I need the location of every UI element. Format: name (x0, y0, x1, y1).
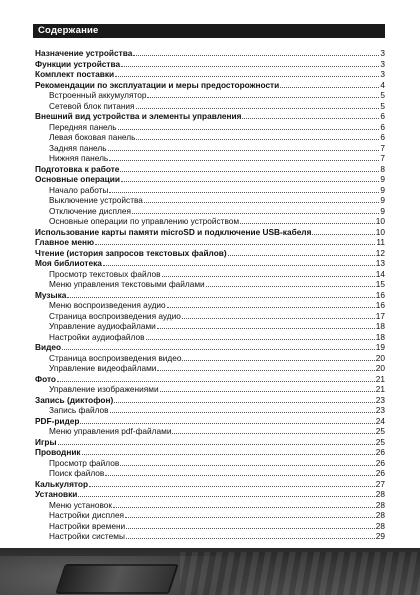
toc-page-number: 13 (375, 258, 385, 268)
footer-texture (180, 552, 420, 595)
toc-entry-title: Проводник (35, 447, 81, 457)
toc-page-number: 16 (375, 289, 385, 300)
toc-subentry[interactable] (35, 90, 385, 101)
toc-entry-title: Управление аудиофайлами (49, 321, 156, 331)
toc-entry-title: Моя библиотека (35, 258, 102, 268)
dot-leader (182, 359, 374, 361)
toc-page-number: 27 (375, 478, 385, 489)
toc-subentry[interactable] (35, 185, 385, 196)
toc-entry-title: Основные операции (35, 174, 120, 184)
dot-leader (144, 201, 379, 203)
dot-leader (125, 516, 375, 518)
dot-leader (240, 222, 375, 224)
toc-entry-title: Использование карты памяти microSD и подключение USB-кабеля (35, 226, 312, 237)
dot-leader (136, 138, 379, 140)
toc-entry-title: Начало работы (49, 184, 109, 195)
toc-subentry[interactable] (35, 531, 385, 542)
toc-page-number: 28 (375, 489, 385, 499)
toc-page-number: 20 (375, 363, 385, 373)
dot-leader (157, 369, 374, 371)
toc-subentry[interactable] (35, 458, 385, 469)
toc-page-number: 28 (375, 510, 385, 520)
toc-page-number: 7 (380, 153, 385, 163)
toc-entry-title: Функции устройства (35, 58, 121, 69)
toc-entry[interactable] (35, 447, 385, 458)
toc-subentry[interactable] (35, 363, 385, 374)
toc-entry-title: Чтение (история запросов текстовых файлов) (35, 247, 227, 258)
dot-leader (67, 296, 374, 298)
toc-entry[interactable] (35, 342, 385, 353)
toc-entry-title: Подготовка к работе (35, 163, 120, 174)
toc-entry-title: Поиск файлов (49, 468, 105, 478)
dot-leader (172, 432, 374, 434)
toc-page-number: 5 (380, 100, 385, 111)
toc-entry-title: Запись файлов (49, 405, 109, 415)
dot-leader (132, 212, 379, 214)
toc-page-number: 3 (380, 69, 385, 79)
toc-subentry[interactable] (35, 269, 385, 280)
toc-page-number: 26 (375, 468, 385, 478)
dot-leader (146, 338, 375, 340)
dot-leader (58, 443, 375, 445)
toc-page-number: 23 (375, 394, 385, 405)
dot-leader (126, 527, 375, 529)
toc-entry[interactable] (35, 111, 385, 122)
dot-leader (80, 422, 374, 424)
toc-entry-title: Комплект поставки (35, 69, 115, 79)
dot-leader (121, 65, 379, 67)
toc-entry-title: Главное меню (35, 237, 95, 247)
toc-entry-title: Левая боковая панель (49, 132, 136, 142)
dot-leader (136, 107, 380, 109)
toc-entry-title: Сетевой блок питания (49, 100, 135, 111)
toc-entry[interactable] (35, 374, 385, 385)
dot-leader (206, 285, 375, 287)
dot-leader (167, 306, 375, 308)
dot-leader (121, 180, 379, 182)
toc-page-number: 28 (375, 520, 385, 531)
toc-entry-title: Видео (35, 342, 62, 352)
toc-page-number: 18 (375, 321, 385, 331)
toc-page-number: 16 (375, 300, 385, 310)
toc-page-number: 17 (375, 310, 385, 321)
dot-leader (95, 243, 375, 245)
toc-entry-title: Меню воспроизведения аудио (49, 300, 166, 310)
toc-entry-title: Фото (35, 373, 56, 384)
dot-leader (78, 495, 374, 497)
toc-subentry[interactable] (35, 279, 385, 290)
dot-leader (113, 506, 375, 508)
dot-leader (147, 96, 379, 98)
dot-leader (126, 537, 375, 539)
toc-entry-title: Настройки системы (49, 531, 125, 541)
dot-leader (110, 411, 375, 413)
toc-entry-title: Установки (35, 489, 78, 499)
toc-page-number: 9 (380, 205, 385, 216)
toc-entry-title: Настройки времени (49, 520, 126, 531)
dot-leader (228, 254, 375, 256)
dot-leader (118, 128, 380, 130)
toc-page-number: 4 (380, 79, 385, 90)
toc-entry-title: Встроенный аккумулятор (49, 90, 147, 100)
toc-entry[interactable] (35, 248, 385, 259)
dot-leader (312, 233, 374, 235)
toc-subentry[interactable] (35, 216, 385, 227)
toc-entry[interactable] (35, 59, 385, 70)
toc-entry[interactable] (35, 290, 385, 301)
page-title: Содержание (38, 25, 99, 36)
toc-subentry[interactable] (35, 405, 385, 416)
toc-page-number: 9 (380, 174, 385, 184)
toc-entry[interactable] (35, 395, 385, 406)
toc-entry-title: Просмотр файлов (49, 457, 120, 468)
toc-entry[interactable] (35, 437, 385, 448)
table-of-contents (35, 48, 385, 542)
dot-leader (133, 54, 379, 56)
dot-leader (109, 191, 379, 193)
toc-entry-title: Просмотр текстовых файлов (49, 268, 161, 279)
toc-subentry[interactable] (35, 143, 385, 154)
toc-subentry[interactable] (35, 321, 385, 332)
dot-leader (120, 170, 379, 172)
toc-entry[interactable] (35, 174, 385, 185)
toc-entry-title: Настройки аудиофайлов (49, 331, 145, 342)
toc-page-number: 15 (375, 279, 385, 289)
toc-page-number: 9 (380, 195, 385, 205)
toc-page-number: 6 (380, 132, 385, 142)
toc-entry-title: Меню управления текстовыми файлами (49, 279, 205, 289)
toc-page-number: 3 (380, 58, 385, 69)
toc-entry-title: Настройки дисплея (49, 510, 125, 520)
toc-subentry[interactable] (35, 353, 385, 364)
toc-page-number: 8 (380, 163, 385, 174)
toc-page-number: 25 (375, 436, 385, 447)
dot-leader (105, 474, 374, 476)
toc-entry-title: Запись (диктофон) (35, 394, 114, 405)
toc-page-number: 19 (375, 342, 385, 352)
toc-subentry[interactable] (35, 206, 385, 217)
dot-leader (280, 86, 379, 88)
toc-entry[interactable] (35, 69, 385, 80)
toc-page-number: 11 (376, 237, 385, 247)
toc-entry[interactable] (35, 258, 385, 269)
toc-entry-title: Музыка (35, 289, 67, 300)
toc-entry-title: Страница воспроизведения аудио (49, 310, 181, 321)
toc-page-number: 20 (375, 352, 385, 363)
toc-entry-title: Выключение устройства (49, 195, 143, 205)
decorative-footer-image (0, 548, 420, 595)
toc-page-number: 6 (380, 111, 385, 121)
toc-entry-title: Игры (35, 436, 57, 447)
toc-entry[interactable] (35, 489, 385, 500)
toc-subentry[interactable] (35, 521, 385, 532)
toc-page-number: 18 (375, 331, 385, 342)
toc-entry[interactable] (35, 227, 385, 238)
toc-page-number: 5 (380, 90, 385, 100)
toc-page-number: 9 (380, 184, 385, 195)
dot-leader (242, 117, 379, 119)
toc-subentry[interactable] (35, 384, 385, 395)
toc-entry[interactable] (35, 416, 385, 427)
toc-page-number: 25 (375, 426, 385, 436)
toc-page-number: 21 (375, 373, 385, 384)
toc-subentry[interactable] (35, 510, 385, 521)
toc-entry[interactable] (35, 237, 385, 248)
toc-page-number: 21 (375, 384, 385, 394)
toc-subentry[interactable] (35, 332, 385, 343)
dot-leader (115, 75, 379, 77)
toc-page-number: 10 (375, 226, 385, 237)
dot-leader (120, 464, 375, 466)
dot-leader (57, 380, 375, 382)
toc-entry-title: Отключение дисплея (49, 205, 131, 216)
toc-page-number: 29 (375, 531, 385, 541)
toc-page-number: 28 (375, 499, 385, 510)
dot-leader (182, 317, 375, 319)
section-header-bar (33, 24, 385, 38)
toc-entry-title: Внешний вид устройства и элементы управления (35, 111, 242, 121)
toc-subentry[interactable] (35, 500, 385, 511)
toc-entry[interactable] (35, 80, 385, 91)
toc-page-number: 3 (380, 48, 385, 58)
dot-leader (89, 485, 375, 487)
toc-subentry[interactable] (35, 311, 385, 322)
dot-leader (160, 390, 375, 392)
toc-entry-title: Меню управления pdf-файлами (49, 426, 172, 436)
toc-entry-title: Передняя панель (49, 121, 117, 132)
toc-page-number: 26 (375, 447, 385, 457)
toc-entry-title: Меню установок (49, 499, 113, 510)
toc-entry-title: Назначение устройства (35, 48, 133, 58)
dot-leader (114, 401, 375, 403)
dot-leader (82, 453, 375, 455)
toc-page-number: 26 (375, 457, 385, 468)
toc-entry[interactable] (35, 48, 385, 59)
dot-leader (162, 275, 375, 277)
toc-entry-title: PDF-ридер (35, 415, 80, 426)
dot-leader (108, 149, 380, 151)
dot-leader (109, 159, 379, 161)
footer-device-shape (55, 564, 179, 594)
toc-subentry[interactable] (35, 300, 385, 311)
toc-subentry[interactable] (35, 468, 385, 479)
toc-page-number: 14 (375, 268, 385, 279)
dot-leader (62, 348, 375, 350)
toc-entry-title: Нижняя панель (49, 153, 109, 163)
toc-entry-title: Основные операции по управлению устройством (49, 216, 240, 226)
toc-page-number: 7 (380, 142, 385, 153)
toc-subentry[interactable] (35, 132, 385, 143)
dot-leader (157, 327, 375, 329)
toc-page-number: 10 (375, 216, 385, 226)
toc-entry[interactable] (35, 164, 385, 175)
toc-entry-title: Задняя панель (49, 142, 107, 153)
toc-subentry[interactable] (35, 426, 385, 437)
toc-entry-title: Рекомендации по эксплуатации и меры предосторожности (35, 79, 280, 90)
toc-page-number: 23 (375, 405, 385, 415)
toc-entry-title: Страница воспроизведения видео (49, 352, 182, 363)
toc-entry[interactable] (35, 479, 385, 490)
toc-subentry[interactable] (35, 153, 385, 164)
toc-page-number: 12 (375, 247, 385, 258)
toc-subentry[interactable] (35, 101, 385, 112)
toc-entry-title: Калькулятор (35, 478, 89, 489)
toc-entry-title: Управление изображениями (49, 384, 159, 394)
toc-page-number: 6 (380, 121, 385, 132)
toc-subentry[interactable] (35, 195, 385, 206)
dot-leader (103, 264, 375, 266)
toc-subentry[interactable] (35, 122, 385, 133)
toc-entry-title: Управление видеофайлами (49, 363, 157, 373)
toc-page-number: 24 (375, 415, 385, 426)
